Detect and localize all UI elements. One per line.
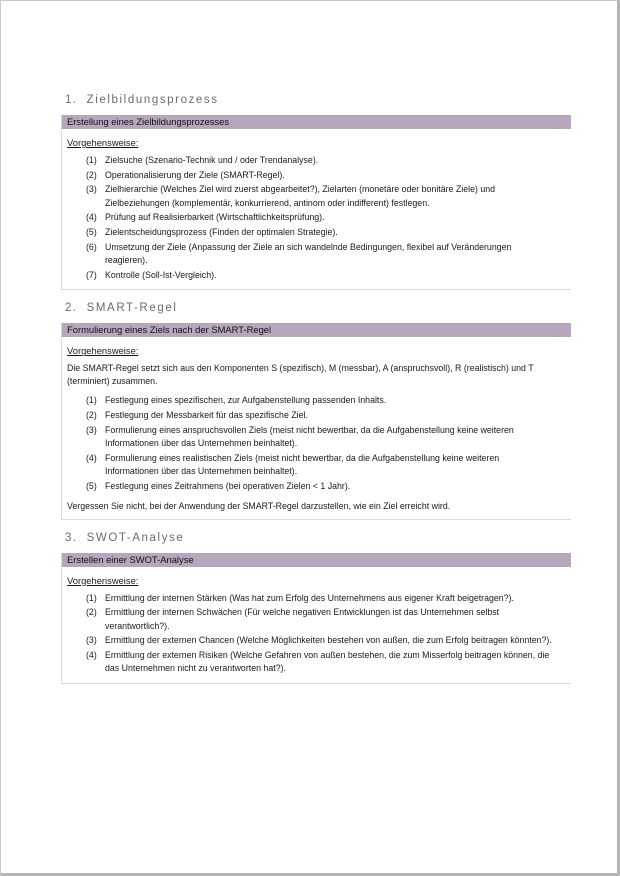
section-title: Zielbildungsprozess: [86, 94, 219, 106]
item-text: Prüfung auf Realisierbarkeit (Wirtschaftlichkeitsprüfung).: [105, 212, 325, 223]
list-item: [62, 409, 571, 423]
item-text: Formulierung eines anspruchsvollen Ziels (meist nicht bewertbar, da die Aufgabenstellung keine weiteren Informationen über das Unternehmen beinhaltet).: [105, 424, 514, 449]
item-text: Formulierung eines realistischen Ziels (meist nicht bewertbar, da die Aufgabenstellung keine weiteren Informationen über das Unternehmen beinhaltet).: [105, 452, 500, 477]
item-number: (3): [86, 635, 97, 646]
item-number: (1): [86, 395, 97, 406]
item-number: (7): [86, 269, 97, 280]
item-text: Zielentscheidungsprozess (Finden der optimalen Strategie).: [105, 226, 338, 237]
list-item: [62, 169, 571, 183]
item-number: (5): [86, 226, 97, 237]
item-number: (3): [86, 184, 97, 195]
list-item: [62, 394, 571, 408]
section-box-smart-regel: [61, 323, 571, 519]
list-item: [62, 226, 571, 240]
item-text: Festlegung eines spezifischen, zur Aufgabenstellung passenden Inhalts.: [105, 395, 387, 406]
section-box-zielbildungsprozess: [61, 115, 571, 290]
item-text: Zielhierarchie (Welches Ziel wird zuerst abgearbeitet?), Zielarten (monetäre oder bonitäre Ziele) und Zielbeziehungen (komplementär, konkurrierend, antinom oder indifferent) festlegen.: [105, 184, 496, 208]
item-text: Festlegung der Messbarkeit für das spezifische Ziel.: [105, 409, 308, 420]
list-item: [62, 183, 571, 210]
list-item: [62, 241, 571, 268]
item-number: (5): [86, 480, 97, 491]
section-number: 1.: [65, 94, 78, 106]
section-box-swot-analyse: [61, 553, 571, 685]
item-number: (4): [86, 452, 97, 463]
item-number: (3): [86, 424, 97, 435]
subheading: Vorgehensweise:: [67, 345, 139, 357]
section-bar: Formulierung eines Ziels nach der SMART-Regel: [62, 323, 571, 337]
item-text: Operationalisierung der Ziele (SMART-Regel).: [105, 169, 285, 180]
item-number: (2): [86, 169, 97, 180]
section-heading-swot-analyse: [65, 532, 571, 544]
item-number: (4): [86, 649, 97, 660]
document-content: [61, 94, 571, 696]
outro-paragraph: Vergessen Sie nicht, bei der Anwendung der SMART-Regel darzustellen, wie ein Ziel erreicht wird.: [67, 500, 451, 511]
step-list: [62, 394, 571, 493]
list-item: [62, 634, 571, 648]
item-number: (4): [86, 212, 97, 223]
item-number: (6): [86, 241, 97, 252]
list-item: [62, 211, 571, 225]
list-item: [62, 606, 571, 633]
step-list: [62, 592, 571, 677]
subheading: Vorgehensweise:: [67, 574, 139, 586]
section-bar: Erstellen einer SWOT-Analyse: [62, 553, 571, 567]
list-item: [62, 154, 571, 168]
list-item: [62, 592, 571, 606]
list-item: [62, 452, 571, 479]
step-list: [62, 154, 571, 282]
list-item: [62, 424, 571, 451]
section-heading-zielbildungsprozess: [65, 94, 571, 106]
list-item: [62, 480, 571, 494]
item-text: Ermittlung der externen Risiken (Welche Gefahren von außen bestehen, die zum Misserfolg beitragen können, die das Unternehmen nicht zu verantworten hat?).: [105, 649, 550, 674]
section-title: SWOT-Analyse: [86, 531, 185, 544]
subheading: Vorgehensweise:: [67, 137, 139, 148]
item-number: (2): [86, 409, 97, 420]
intro-paragraph: Die SMART-Regel setzt sich aus den Komponenten S (spezifisch), M (messbar), A (anspruchsvoll), R (realistisch) und T (terminiert) zusammen.: [67, 363, 534, 387]
item-number: (2): [86, 607, 97, 618]
section-number: 2.: [65, 302, 78, 315]
item-text: Umsetzung der Ziele (Anpassung der Ziele an sich wandelnde Bedingungen, flexibel auf Veränderungen reagieren).: [105, 241, 512, 266]
item-text: Ermittlung der externen Chancen (Welche Möglichkeiten bestehen von außen, die zum Erfolg beitragen könnten?).: [105, 635, 552, 646]
list-item: [62, 269, 571, 283]
item-number: (1): [86, 155, 97, 165]
item-text: Festlegung eines Zeitrahmens (bei operativen Zielen < 1 Jahr).: [105, 480, 351, 491]
section-heading-smart-regel: [65, 302, 571, 314]
section-number: 3.: [65, 531, 78, 544]
item-text: Zielsuche (Szenario-Technik und / oder Trendanalyse).: [105, 155, 319, 165]
item-text: Ermittlung der internen Schwächen (Für welche negativen Entwicklungen ist das Unternehmen selbst verantwortlich?).: [105, 607, 500, 631]
item-number: (1): [86, 592, 97, 603]
list-item: [62, 649, 571, 676]
section-bar: Erstellung eines Zielbildungsprozesses: [62, 115, 571, 129]
item-text: Kontrolle (Soll-Ist-Vergleich).: [105, 269, 217, 280]
item-text: Ermittlung der internen Stärken (Was hat zum Erfolg des Unternehmens aus eigener Kraft beigetragen?).: [105, 592, 514, 603]
section-title: SMART-Regel: [86, 302, 178, 315]
